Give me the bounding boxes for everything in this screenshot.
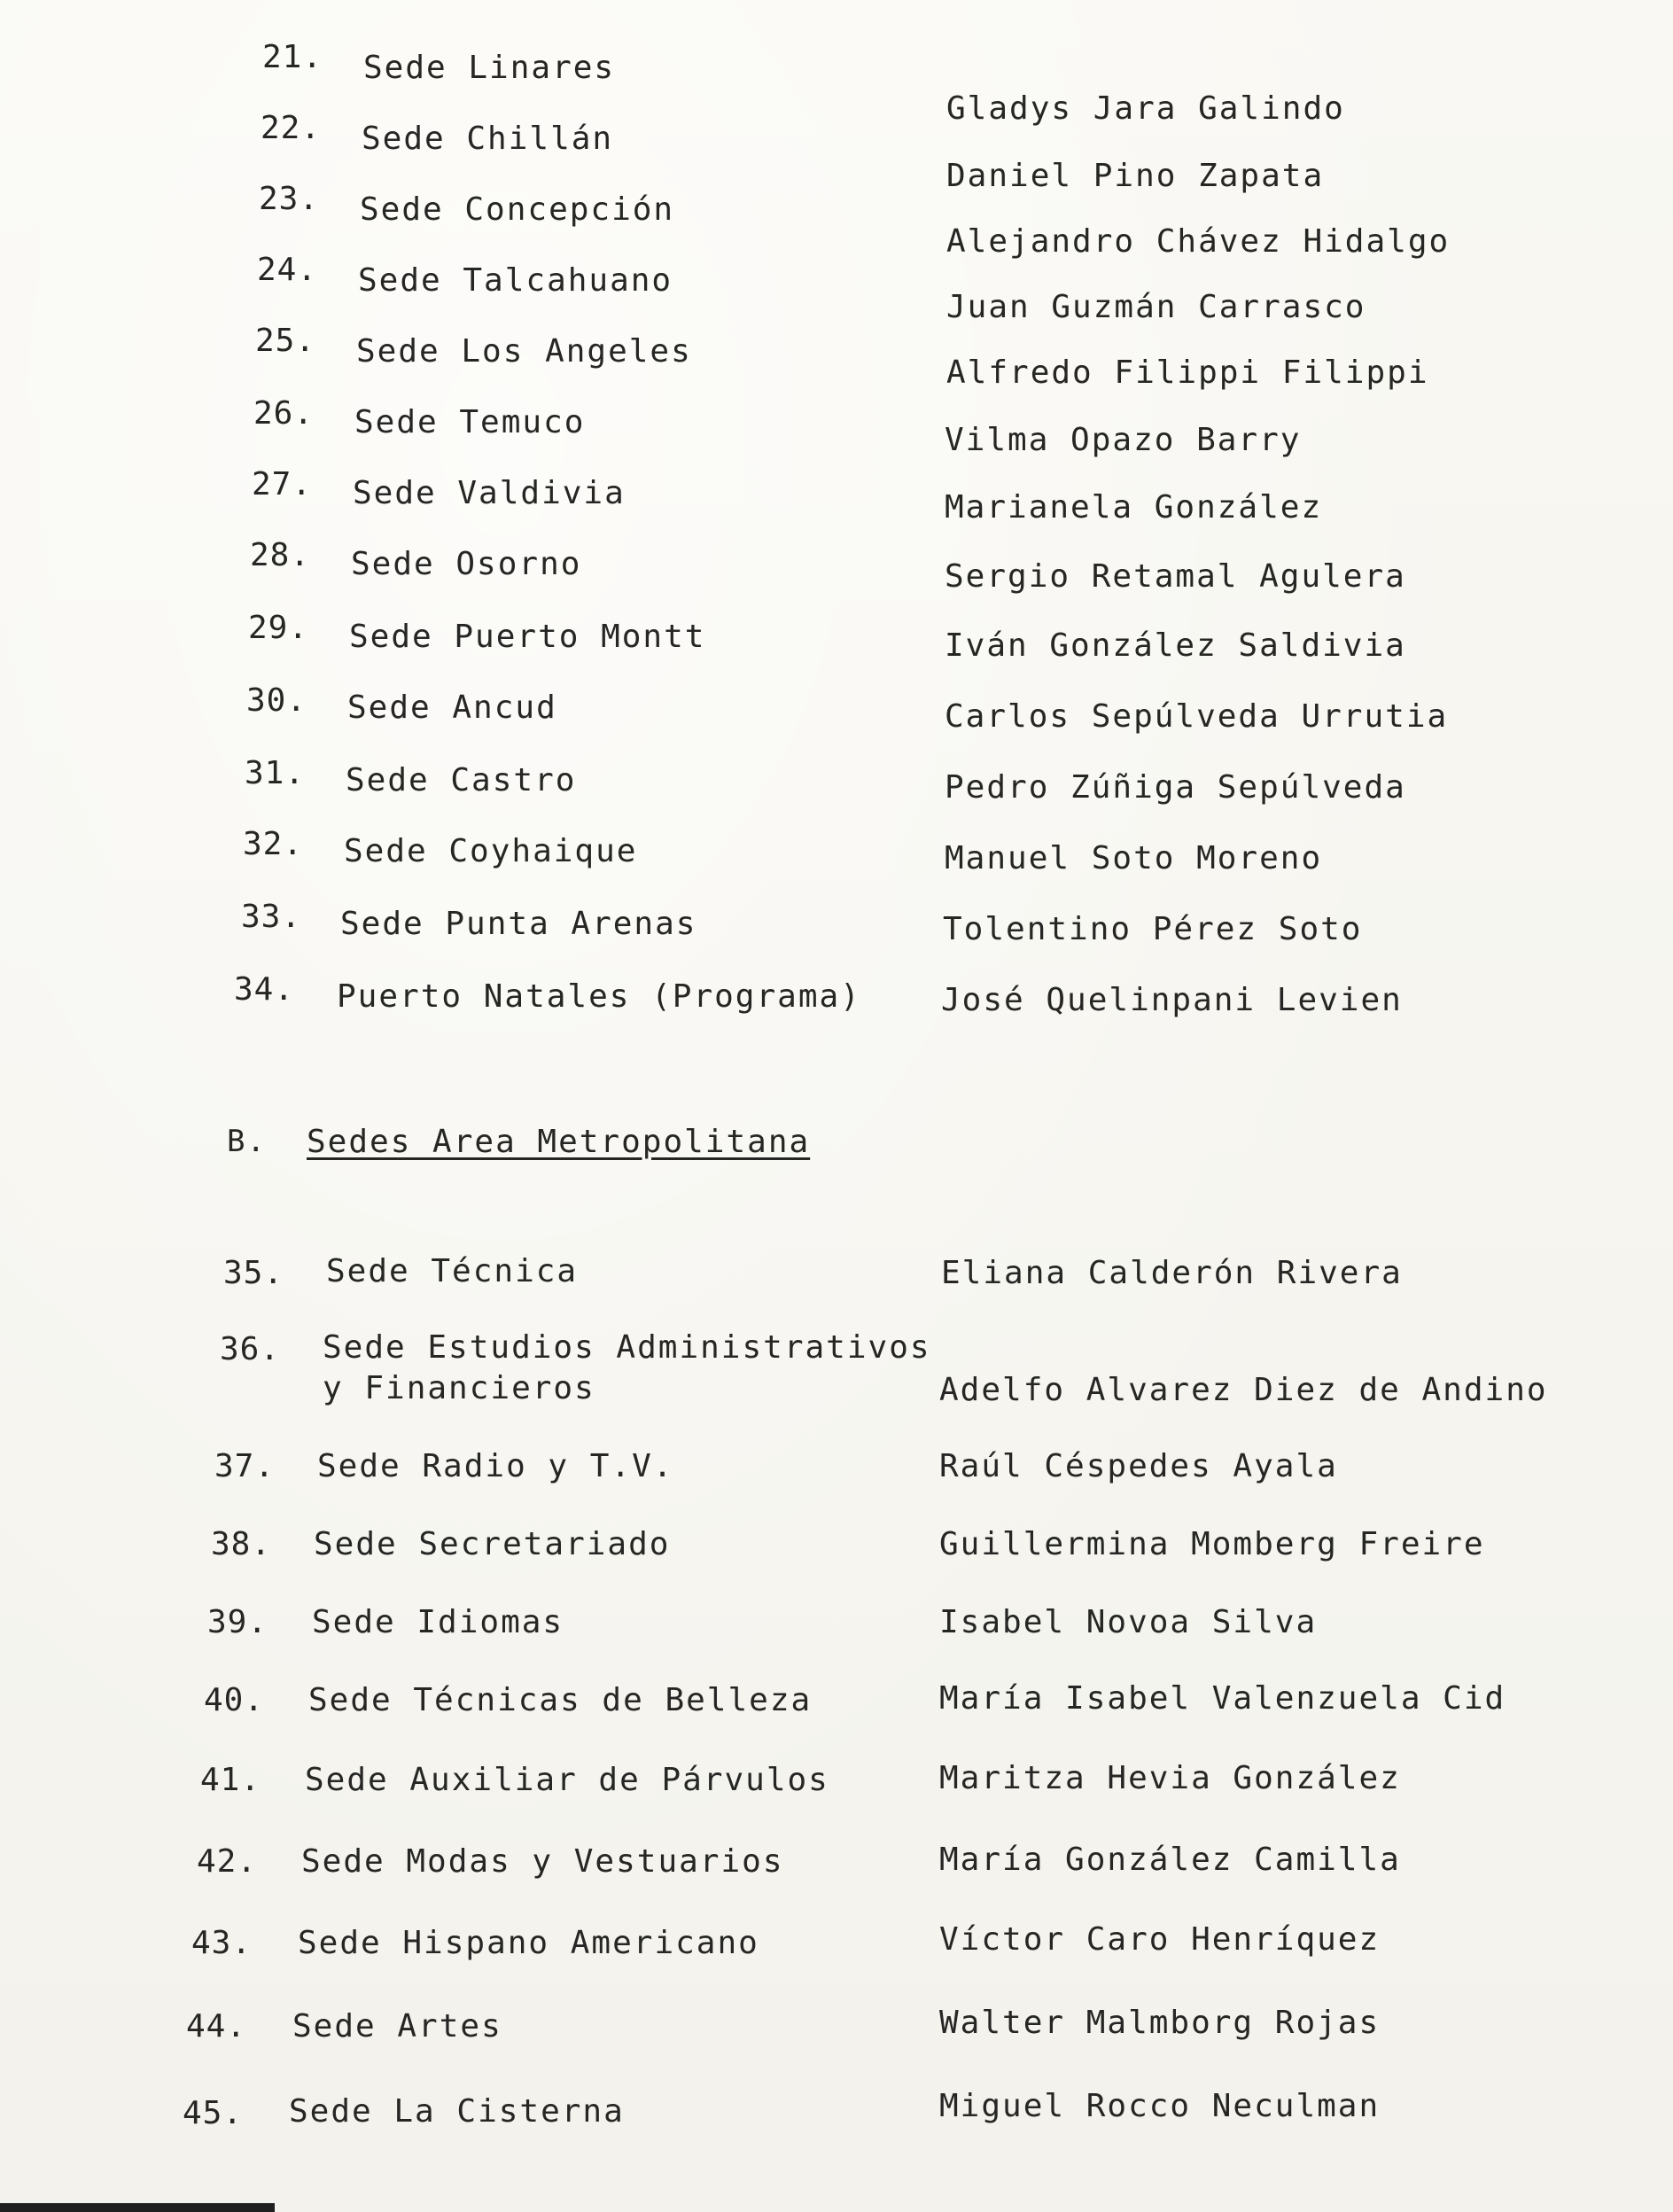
entry-sede: Sede Coyhaique [344, 833, 638, 869]
entry-director: Daniel Pino Zapata [946, 158, 1325, 194]
entry-director: María Isabel Valenzuela Cid [939, 1680, 1506, 1717]
entry-number: 28. [250, 537, 311, 573]
entry-number: 26. [253, 395, 315, 432]
entry-number: 35. [223, 1255, 284, 1291]
entry-number: 25. [255, 323, 316, 359]
entry-number: 37. [214, 1448, 276, 1484]
entry-sede: Sede Linares [363, 50, 616, 86]
entry-sede: Sede Chillán [362, 121, 614, 157]
entry-sede: Sede Hispano Americano [298, 1925, 759, 1961]
entry-director: José Quelinpani Levien [941, 982, 1403, 1018]
entry-director: Isabel Novoa Silva [939, 1604, 1318, 1640]
entry-sede: Sede Ancud [347, 689, 557, 726]
section-title: Sedes Area Metropolitana [307, 1124, 811, 1160]
entry-sede: Sede Concepción [360, 191, 675, 228]
entry-number: 40. [204, 1682, 265, 1718]
entry-sede: Sede Auxiliar de Párvulos [305, 1762, 829, 1798]
entry-sede: Sede Temuco [354, 404, 586, 440]
entry-director: Marianela González [945, 489, 1323, 526]
entry-number: 21. [262, 39, 323, 75]
entry-sede: Sede Técnicas de Belleza [308, 1682, 813, 1718]
entry-number: 39. [207, 1604, 268, 1640]
section-letter: B. [227, 1124, 267, 1159]
entry-sede: Sede Los Angeles [356, 333, 692, 370]
entry-number: 31. [245, 755, 306, 791]
entry-director: Adelfo Alvarez Diez de Andino [939, 1372, 1548, 1408]
entry-number: 27. [252, 466, 313, 502]
entry-sede: Sede Radio y T.V. [317, 1448, 674, 1484]
entry-director: Guillermina Momberg Freire [939, 1526, 1485, 1562]
entry-director: Sergio Retamal Agulera [945, 558, 1406, 595]
entry-sede: Sede Valdivia [353, 475, 626, 511]
entry-director: Maritza Hevia González [939, 1760, 1401, 1796]
entry-director: Manuel Soto Moreno [945, 840, 1323, 876]
entry-number: 42. [197, 1843, 258, 1880]
entry-sede: Sede Puerto Montt [349, 619, 706, 655]
entry-sede: Sede Modas y Vestuarios [301, 1843, 784, 1880]
entry-director: Iván González Saldivia [945, 627, 1406, 664]
entry-sede: Sede Idiomas [312, 1604, 564, 1640]
entry-sede-continued: y Financieros [323, 1370, 595, 1406]
entry-director: Juan Guzmán Carrasco [946, 289, 1366, 325]
entry-number: 29. [248, 610, 309, 646]
entry-director: Alfredo Filippi Filippi [946, 354, 1429, 391]
entry-sede: Sede La Cisterna [289, 2093, 625, 2130]
entry-number: 30. [246, 682, 307, 719]
entry-number: 23. [259, 181, 320, 217]
entry-director: Alejandro Chávez Hidalgo [946, 223, 1451, 260]
entry-number: 36. [220, 1331, 281, 1367]
entry-director: Eliana Calderón Rivera [941, 1255, 1403, 1291]
entry-number: 33. [241, 899, 302, 935]
entry-director: Tolentino Pérez Soto [943, 911, 1363, 947]
entry-director: Walter Malmborg Rojas [939, 2005, 1381, 2041]
entry-number: 41. [200, 1762, 261, 1798]
entry-director: María González Camilla [939, 1842, 1401, 1878]
entry-number: 38. [211, 1526, 272, 1562]
entry-director: Pedro Zúñiga Sepúlveda [945, 769, 1406, 806]
entry-sede: Sede Talcahuano [358, 262, 673, 299]
entry-number: 32. [243, 826, 304, 862]
entry-number: 24. [257, 252, 318, 288]
entry-director: Víctor Caro Henríquez [939, 1921, 1381, 1958]
entry-number: 34. [234, 971, 295, 1008]
entry-sede: Sede Osorno [351, 546, 582, 582]
entry-director: Vilma Opazo Barry [945, 422, 1302, 458]
entry-sede: Sede Técnica [326, 1253, 579, 1289]
entry-director: Miguel Rocco Neculman [939, 2088, 1381, 2124]
entry-number: 43. [191, 1925, 253, 1961]
entry-director: Raúl Céspedes Ayala [939, 1448, 1338, 1484]
entry-sede: Sede Castro [346, 762, 577, 798]
bottom-edge-mark [0, 2203, 275, 2212]
entry-sede: Sede Estudios Administrativos [323, 1329, 931, 1366]
entry-number: 45. [183, 2095, 244, 2131]
entry-sede: Puerto Natales (Programa) [337, 978, 861, 1015]
entry-number: 22. [261, 110, 322, 146]
entry-sede: Sede Artes [292, 2008, 502, 2045]
entry-sede: Sede Punta Arenas [340, 906, 697, 942]
entry-sede: Sede Secretariado [314, 1526, 671, 1562]
entry-director: Carlos Sepúlveda Urrutia [945, 698, 1449, 735]
entry-director: Gladys Jara Galindo [946, 90, 1345, 127]
entry-number: 44. [186, 2008, 247, 2045]
